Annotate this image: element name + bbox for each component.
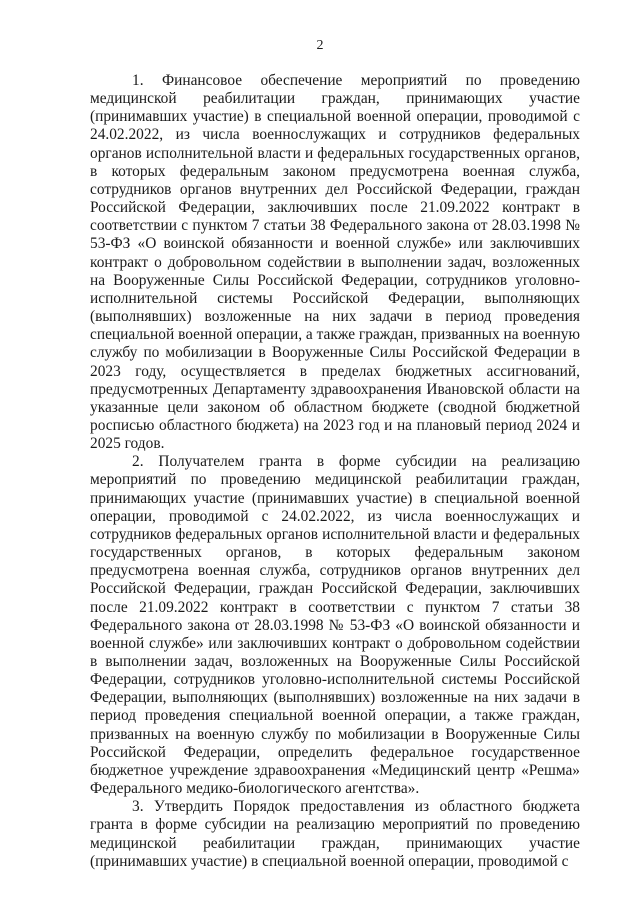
- page-number: 2: [316, 38, 324, 53]
- paragraph-3: 3. Утвердить Порядок предоставления из областного бюджета гранта в форме субсидии на реализацию мероприятий по проведению медицинской реабилитации граждан, принимающих участие (принимавших участие) в специальной военной операции, проводимой с: [90, 798, 580, 870]
- paragraph-1: 1. Финансовое обеспечение мероприятий по проведению медицинской реабилитации граждан, принимающих участие (принимавших участие) в специальной военной операции, проводимой с 24.02.2022, из числа военнослужащих и сотрудников федеральных органов исполнительной власти и федеральных государственных органов, в которых федеральным законом предусмотрена военная служба, сотрудников органов внутренних дел Российской Федерации, граждан Российской Федерации, заключивших после 21.09.2022 контракт в соответствии с пунктом 7 статьи 38 Федерального закона от 28.03.1998 № 53-ФЗ «О воинской обязанности и военной службе» или заключивших контракт о добровольном содействии в выполнении задач, возложенных на Вооруженные Силы Российской Федерации, сотрудников уголовно-исполнительной системы Российской Федерации, выполняющих (выполнявших) возложенные на них задачи в период проведения специальной военной операции, а также граждан, призванных на военную службу по мобилизации в Вооруженные Силы Российской Федерации в 2023 году, осуществляется в пределах бюджетных ассигнований, предусмотренных Департаменту здравоохранения Ивановской области на указанные цели законом об областном бюджете (сводной бюджетной росписью областного бюджета) на 2023 год и на плановый период 2024 и 2025 годов.: [90, 72, 580, 453]
- paragraph-2: 2. Получателем гранта в форме субсидии на реализацию мероприятий по проведению медицинской реабилитации граждан, принимающих участие (принимавших участие) в специальной военной операции, проводимой с 24.02.2022, из числа военнослужащих и сотрудников федеральных органов исполнительной власти и федеральных государственных органов, в которых федеральным законом предусмотрена военная служба, сотрудников органов внутренних дел Российской Федерации, граждан Российской Федерации, заключивших после 21.09.2022 контракт в соответствии с пунктом 7 статьи 38 Федерального закона от 28.03.1998 № 53-ФЗ «О воинской обязанности и военной службе» или заключивших контракт о добровольном содействии в выполнении задач, возложенных на Вооруженные Силы Российской Федерации, сотрудников уголовно-исполнительной системы Российской Федерации, выполняющих (выполнявших) возложенные на них задачи в период проведения специальной военной операции, а также граждан, призванных на военную службу по мобилизации в Вооруженные Силы Российской Федерации, определить федеральное государственное бюджетное учреждение здравоохранения «Медицинский центр «Решма» Федерального медико-биологического агентства».: [90, 453, 580, 798]
- document-body: [90, 72, 580, 871]
